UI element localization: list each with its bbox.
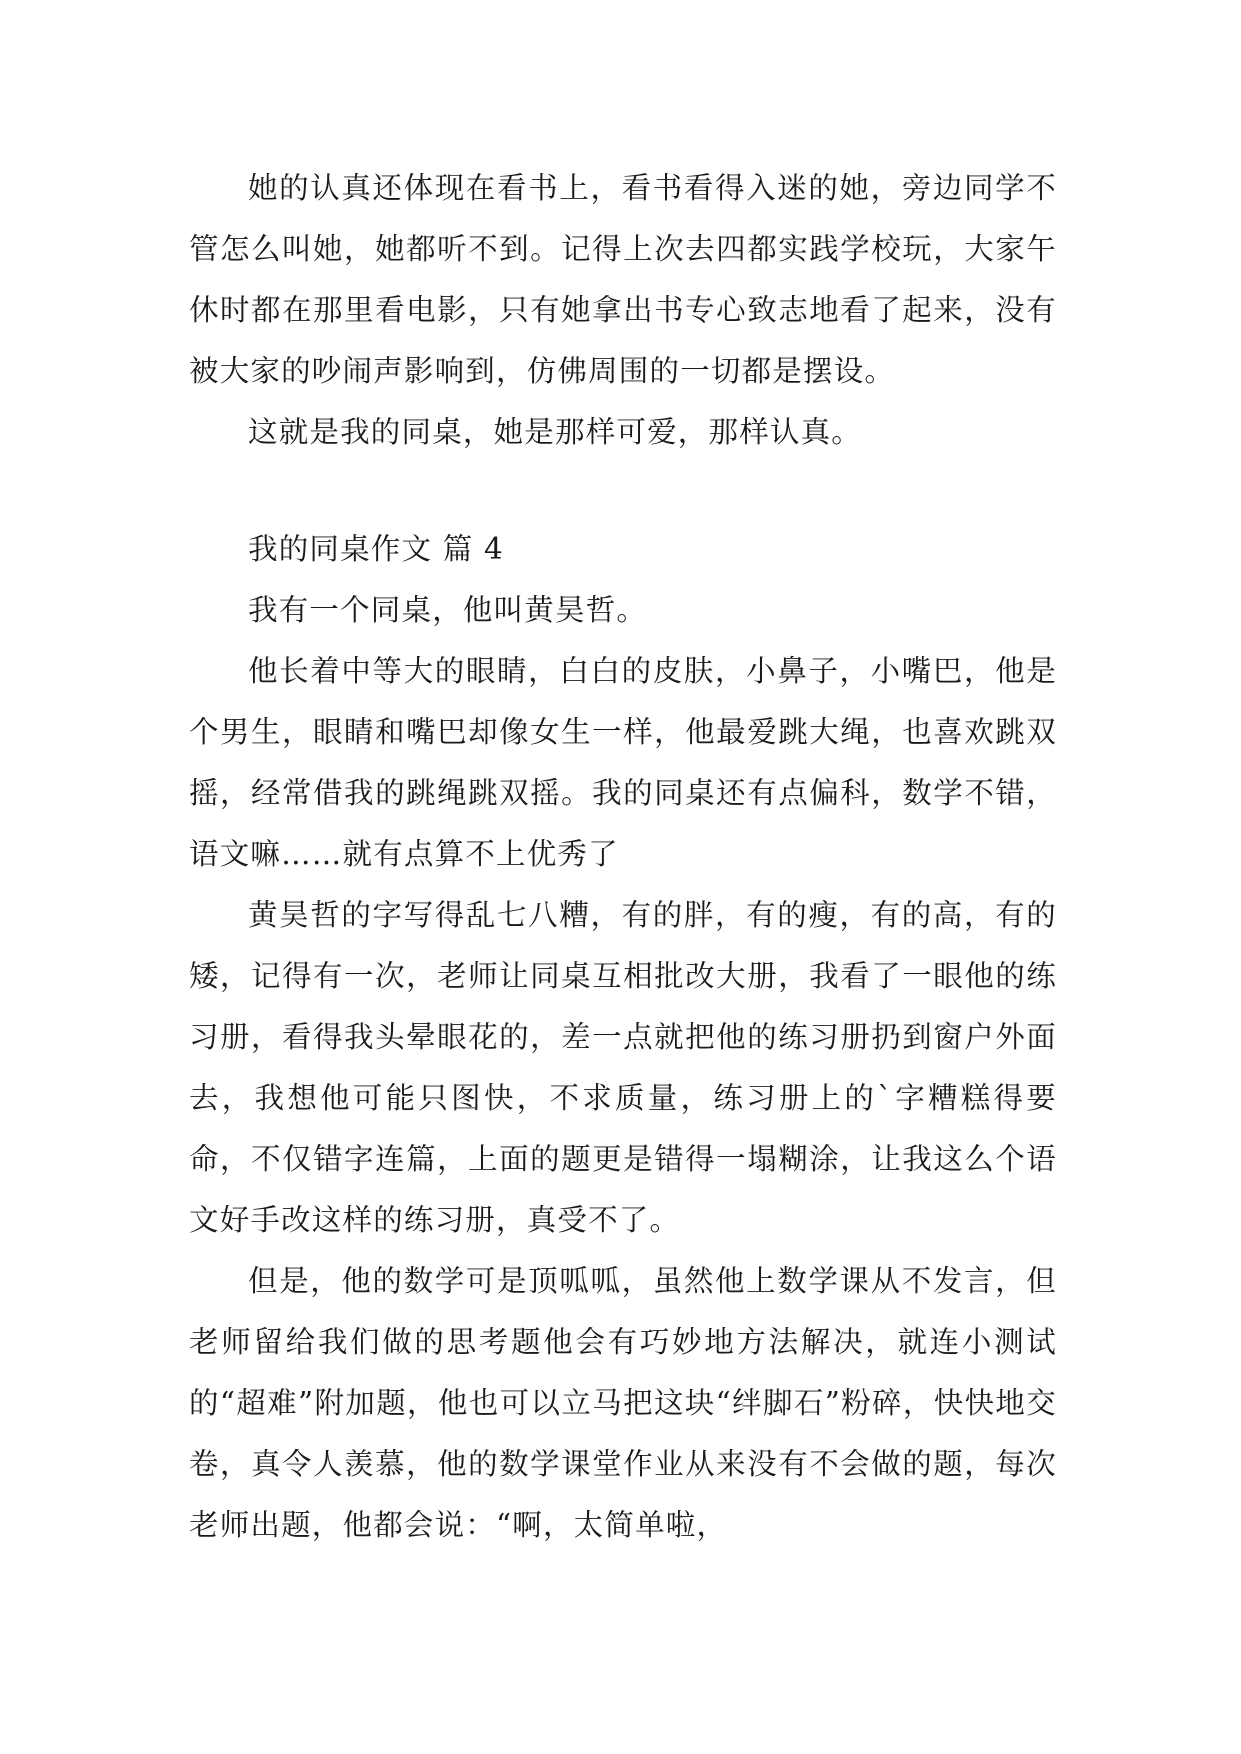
- paragraph: 她的认真还体现在看书上，看书看得入迷的她，旁边同学不管怎么叫她，她都听不到。记得上次去四都实践学校玩，大家午休时都在那里看电影，只有她拿出书专心致志地看了起来，没有被大家的吵闹声影响到，仿佛周围的一切都是摆设。: [189, 171, 1057, 388]
- paragraph: 他长着中等大的眼睛，白白的皮肤，小鼻子，小嘴巴，他是个男生，眼睛和嘴巴却像女生一样，他最爱跳大绳，也喜欢跳双摇，经常借我的跳绳跳双摇。我的同桌还有点偏科，数学不错，语文嘛……就有点算不上优秀了: [189, 654, 1057, 871]
- paragraph: 黄昊哲的字写得乱七八糟，有的胖，有的瘦，有的高，有的矮，记得有一次，老师让同桌互相批改大册，我看了一眼他的练习册，看得我头晕眼花的，差一点就把他的练习册扔到窗户外面去，我想他可能只图快，不求质量，练习册上的`字糟糕得要命，不仅错字连篇，上面的题更是错得一塌糊涂，让我这么个语文好手改这样的练习册，真受不了。: [189, 898, 1057, 1237]
- document-body: [189, 158, 1057, 1556]
- section-spacer: [189, 463, 1057, 519]
- paragraph: 这就是我的同桌，她是那样可爱，那样认真。: [248, 415, 863, 449]
- paragraph: 我有一个同桌，他叫黄昊哲。: [248, 593, 648, 627]
- paragraph: 但是，他的数学可是顶呱呱，虽然他上数学课从不发言，但老师留给我们做的思考题他会有巧妙地方法解决，就连小测试的“超难”附加题，他也可以立马把这块“绊脚石”粉碎，快快地交卷，真令人羡慕，他的数学课堂作业从来没有不会做的题，每次老师出题，他都会说：“啊，太简单啦，: [189, 1264, 1057, 1542]
- section-heading: 我的同桌作文 篇 4: [248, 532, 505, 566]
